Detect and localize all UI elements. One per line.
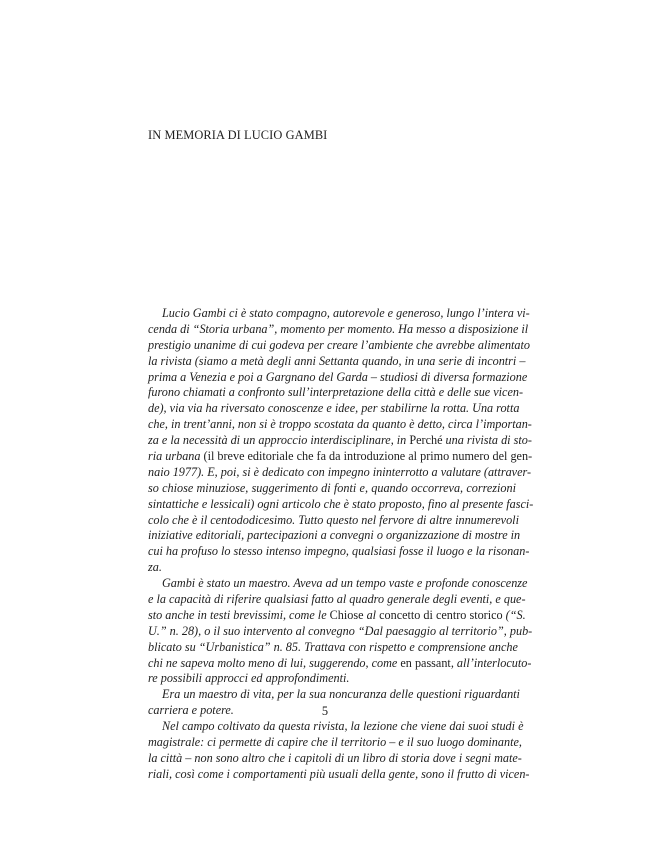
text-line	[148, 481, 516, 497]
text-line	[148, 353, 526, 370]
italic-text: so chiose minuziose, suggerimento di fonti e, quando occorreva, correzioni	[148, 480, 516, 495]
italic-text: ria urbana	[148, 449, 201, 464]
italic-text: prima a Venezia e poi a Gargnano del Garda – studiosi di diversa formazione	[148, 369, 528, 384]
italic-text: la rivista (siamo a metà degli anni Settanta quando, in una serie di incontri –	[148, 353, 526, 368]
italic-text: sto anche in testi brevissimi, come le	[148, 607, 330, 622]
italic-text: colo che è il centododicesimo. Tutto questo nel fervore di altre innumerevoli	[148, 512, 519, 527]
italic-text: al	[363, 607, 380, 622]
italic-text: re possibili approcci ed approfondimenti.	[148, 671, 350, 686]
italic-text: prestigio unanime di cui godeva per creare l’ambiente che avrebbe alimentato	[148, 337, 530, 352]
italic-text: riali, così come i comportamenti più usuali della gente, sono il frutto di vicen-	[148, 766, 530, 781]
italic-text: che, in trent’anni, non si è troppo scostata da quanto è detto, circa l’importan-	[148, 417, 532, 432]
text-line	[148, 640, 516, 656]
text-line	[148, 385, 524, 401]
text-line	[148, 496, 534, 513]
roman-text: en passant	[400, 655, 451, 670]
italic-text: U.” n. 28), o il suo intervento al convegno “Dal paesaggio al territorio”, pub-	[148, 623, 533, 638]
roman-text: Perché	[409, 433, 443, 448]
italic-text: , all’interlocuto-	[450, 655, 532, 670]
text-line	[148, 337, 530, 354]
page-title: IN MEMORIA DI LUCIO GAMBI	[148, 128, 328, 142]
text-line	[148, 719, 524, 735]
text-line	[148, 512, 519, 529]
italic-text: furono chiamati a confronto sull’interpretazione della città e delle sue vicen-	[148, 385, 524, 400]
text-line	[148, 544, 530, 560]
text-line	[148, 528, 521, 544]
text-line	[148, 735, 522, 751]
italic-text: za e la necessità di un approccio interdisciplinare, in	[148, 433, 410, 448]
text-line	[148, 655, 532, 672]
italic-text: la città – non sono altro che i capitoli di un libro di storia dove i segni mate-	[148, 750, 522, 765]
text-line	[148, 576, 528, 592]
italic-text: sintattiche e lessicali) ogni articolo che è stato proposto, fino al presente fasci-	[148, 496, 534, 511]
text-line	[148, 623, 533, 640]
italic-text: carriera e potere.	[148, 703, 234, 718]
text-line	[148, 464, 532, 481]
text-line	[148, 433, 532, 449]
text-line	[148, 750, 522, 767]
text-line	[148, 321, 529, 338]
italic-text: Era un maestro di vita, per la sua noncuranza delle questioni riguardanti	[162, 687, 520, 702]
text-line	[148, 401, 520, 417]
italic-text: blicato su “Urbanistica” n. 85. Trattava con rispetto e comprensione anche	[148, 639, 518, 654]
text-line	[148, 607, 526, 624]
italic-text: chi ne sapeva molto meno di lui, suggerendo, come	[148, 655, 401, 670]
italic-text: magistrale: ci permette di capire che il territorio – e il suo luogo dominante,	[148, 735, 522, 750]
text-line	[148, 766, 530, 783]
italic-text: Nel campo coltivato da questa rivista, la lezione che viene dai suoi studi è	[162, 719, 524, 734]
italic-text: de), via via ha riversato conoscenze e idee, per stabilirne la rotta. Una rotta	[148, 401, 520, 416]
text-line	[148, 449, 533, 465]
italic-text: cui ha profuso lo stesso intenso impegno, qualsiasi fosse il luogo e la risonan-	[148, 544, 530, 559]
text-line	[148, 671, 516, 687]
roman-text: Chiose	[329, 607, 364, 622]
page-number: 5	[321, 704, 329, 718]
text-line	[148, 369, 528, 386]
italic-text: e la capacità di riferire qualsiasi fatto al quadro generale degli eventi, e que-	[148, 592, 526, 607]
italic-text: iniziative editoriali, partecipazioni a convegni o organizzazione di mostre in	[148, 528, 521, 543]
italic-text: Gambi è stato un maestro. Aveva ad un tempo vaste e profonde conoscenze	[162, 576, 528, 591]
text-line	[148, 417, 532, 433]
italic-text: una rivista di sto-	[442, 433, 532, 448]
text-line	[148, 687, 520, 703]
italic-text: za.	[148, 560, 162, 575]
roman-text: concetto di centro storico	[379, 607, 503, 622]
italic-text: cenda di “Storia urbana”, momento per momento. Ha messo a disposizione il	[148, 321, 529, 336]
italic-text: (“S.	[502, 607, 526, 622]
roman-text: (il breve editoriale che fa da introduzione al primo numero del gen-	[200, 449, 533, 464]
text-line	[148, 306, 530, 322]
italic-text: naio 1977). E, poi, si è dedicato con impegno ininterrotto a valutare (attraver-	[148, 464, 532, 479]
text-line	[148, 592, 526, 608]
text-line	[148, 560, 516, 576]
italic-text: Lucio Gambi ci è stato compagno, autorevole e generoso, lungo l’intera vi-	[162, 306, 530, 320]
